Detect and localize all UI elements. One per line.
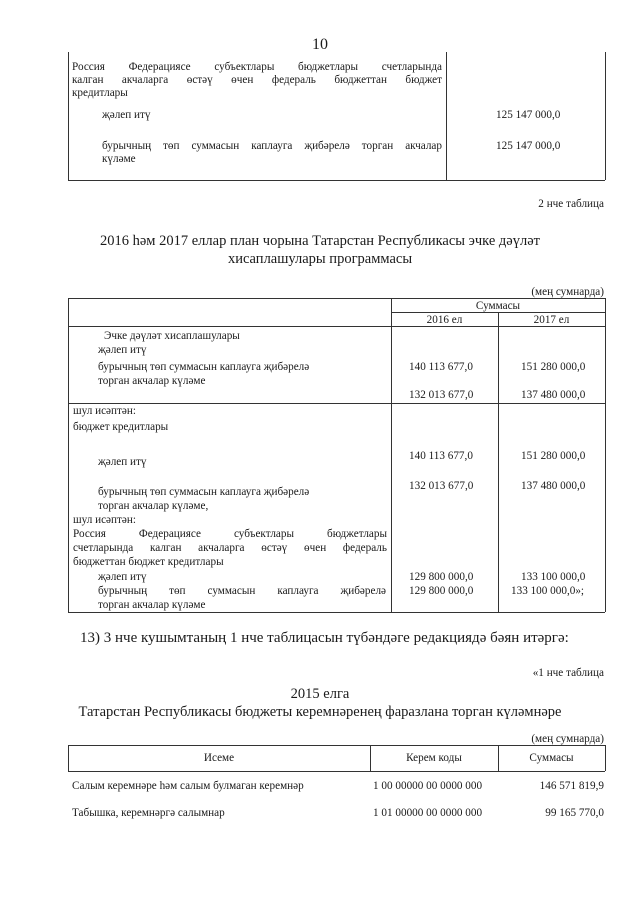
block1-2016-repay: 132 013 677,0 — [409, 389, 474, 401]
table1-row-2-name: Табышка, керемнәргә салымнар — [72, 807, 225, 819]
top-table-right-border — [605, 52, 606, 180]
table2-block-separator — [68, 403, 605, 404]
block2-attract-label-2: җәлеп итү — [98, 571, 147, 583]
top-table-left-border — [68, 52, 69, 180]
block2-repay-label-4: торган акчалар күләме — [98, 599, 206, 611]
table2-header-2017: 2017 ел — [533, 314, 570, 326]
table1-row-2-code: 1 01 00000 00 0000 000 — [373, 807, 483, 819]
table2-caption: 2 нче таблица — [538, 198, 604, 210]
table1-row-1-code: 1 00 00000 00 0000 000 — [373, 780, 483, 792]
table2-right-border — [605, 298, 606, 612]
table1-units: (мең сумнарда) — [531, 733, 604, 745]
block1-title: Эчке дәүләт хисаплашулары — [104, 330, 240, 342]
table1-header-name: Исеме — [203, 752, 235, 764]
table2-left-border — [68, 298, 69, 612]
block2-rf-line-3: бюджеттан бюджет кредитлары — [73, 556, 224, 568]
table2-title-line-1: 2016 һәм 2017 еллар план чорына Татарстан Республикасы эчке дәүләт — [100, 233, 540, 249]
table1-row-1-sum: 146 571 819,9 — [539, 780, 604, 792]
table2-col-sep-2 — [498, 312, 499, 612]
top-table-bottom-border — [68, 180, 605, 181]
block2-rf-line-2: счетларында калган акчаларга өстәү өчен федераль — [73, 542, 387, 554]
block2-2016-rf-repay: 129 800 000,0 — [409, 585, 474, 597]
block2-rf-line-1: Россия Федерациясе субъектлары бюджетлары — [73, 528, 387, 540]
table2-units: (мең сумнарда) — [531, 286, 604, 298]
block2-2017-rf-attract: 133 100 000,0 — [521, 571, 586, 583]
top-row-attract-value: 125 147 000,0 — [496, 109, 561, 121]
top-desc-line-1: Россия Федерациясе субъектлары бюджетлары счетларында — [72, 61, 442, 73]
block1-2017-attract: 151 280 000,0 — [521, 361, 586, 373]
block2-budget-credits: бюджет кредитлары — [73, 421, 169, 433]
top-desc-line-2: калган акчаларга өстәү өчен федераль бюджеттан бюджет — [72, 74, 442, 86]
block2-2016-attract: 140 113 677,0 — [409, 450, 473, 462]
table1-header-bottom — [68, 771, 605, 772]
table1-header-sum: Суммасы — [529, 752, 574, 764]
block2-2016-repay: 132 013 677,0 — [409, 480, 474, 492]
top-desc-line-3: кредитлары — [72, 87, 128, 99]
top-row-attract-label: җәлеп итү — [102, 109, 151, 121]
table1-header-code: Керем коды — [406, 752, 462, 764]
block2-2017-rf-repay: 133 100 000,0»; — [511, 585, 585, 597]
block2-2017-attract: 151 280 000,0 — [521, 450, 586, 462]
top-table-mid-border — [446, 52, 447, 180]
table1-row-2-sum: 99 165 770,0 — [545, 807, 604, 819]
table2-header-sums: Суммасы — [475, 300, 521, 312]
block2-repay-label-2: торган акчалар күләме, — [98, 500, 209, 512]
block1-attract-label: җәлеп итү — [98, 344, 147, 356]
table2-top-border — [68, 298, 605, 299]
table1-caption: «1 нче таблица — [532, 667, 604, 679]
block2-including: шул исәптән: — [73, 405, 136, 417]
block2-repay-label-1: бурычның төп суммасын каплауга җибәрелә — [98, 486, 310, 498]
table1-title-line-1: 2015 елга — [290, 686, 350, 702]
block2-repay-label-3: бурычның төп суммасын каплауга җибәрелә — [98, 585, 386, 597]
block1-repay-label-1: бурычның төп суммасын каплауга җибәрелә — [98, 361, 310, 373]
table2-col-sep-1 — [391, 298, 392, 612]
block1-repay-label-2: торган акчалар күләме — [98, 375, 206, 387]
top-row-repay-label-2: күләме — [102, 153, 136, 165]
page-number: 10 — [312, 36, 328, 53]
table2-header-2016: 2016 ел — [426, 314, 463, 326]
table1-top-border — [68, 745, 605, 746]
block1-2016-attract: 140 113 677,0 — [409, 361, 473, 373]
table2-bottom-border — [68, 612, 605, 613]
table1-right-border — [605, 745, 606, 771]
section-13-heading: 13) 3 нче кушымтаның 1 нче таблицасын түбәндәге редакциядә бәян итәргә: — [80, 630, 569, 646]
top-row-repay-value: 125 147 000,0 — [496, 140, 561, 152]
top-row-repay-label-1: бурычның төп суммасын каплауга җибәрелә торган акчалар — [102, 140, 442, 152]
table2-title-line-2: хисаплашулары программасы — [227, 251, 413, 267]
block1-2017-repay: 137 480 000,0 — [521, 389, 586, 401]
table1-title-line-2: Татарстан Республикасы бюджеты керемнәренең фаразлана торган күләмнәре — [78, 704, 562, 720]
block2-attract-label: җәлеп итү — [98, 456, 147, 468]
block2-2016-rf-attract: 129 800 000,0 — [409, 571, 474, 583]
table1-row-1-name: Салым керемнәре һәм салым булмаган керемнәр — [72, 780, 304, 792]
block2-including-2: шул исәптән: — [73, 514, 136, 526]
block2-2017-repay: 137 480 000,0 — [521, 480, 586, 492]
